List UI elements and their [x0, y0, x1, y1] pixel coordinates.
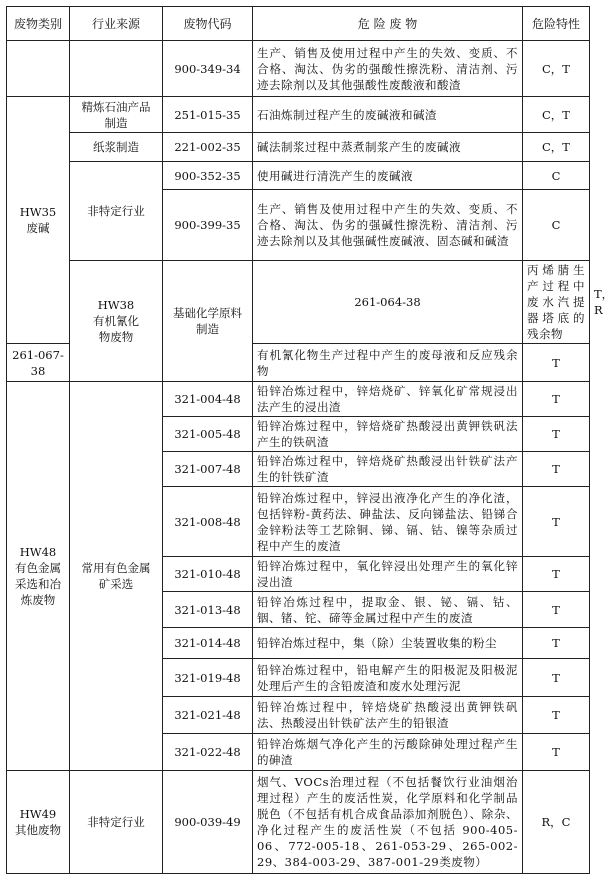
table-row: HW38 有机氰化 物废物 基础化学原料 制造 261-064-38 丙烯腈生产过程中废水汽提器塔底的残余物 T，R [7, 261, 590, 344]
waste-code: 261-067-38 [7, 344, 70, 382]
industry-petroleum [70, 97, 163, 133]
hazard-property: T [523, 557, 590, 592]
waste-code: 321-005-48 [163, 417, 253, 452]
waste-code: 321-013-48 [163, 592, 253, 628]
hazard-property: C，T [523, 97, 590, 133]
waste-description: 铅锌冶炼过程中，锌焙烧矿热酸浸出针铁矿法产生的针铁矿渣 [253, 452, 523, 487]
industry-line: 制造 [104, 115, 128, 130]
hazard-property: T [523, 487, 590, 557]
industry-basic-chemicals [163, 261, 253, 382]
hazard-property: C，T [523, 41, 590, 97]
header-category: 废物类别 [7, 7, 70, 41]
waste-description: 铅锌冶炼过程中，锌浸出液净化产生的净化渣，包括锌粉-黄药法、砷盐法、反向锑盐法、铅锑合金锌粉法等工艺除铜、锑、镉、钴、镍等杂质过程中产生的废渣 [253, 487, 523, 557]
waste-code: 321-019-48 [163, 659, 253, 697]
table-row [7, 162, 590, 190]
waste-description: 石油炼制过程产生的废碱液和碱渣 [253, 97, 523, 133]
waste-code: 900-039-49 [163, 771, 253, 874]
waste-description: 铅锌冶炼过程中，氧化锌浸出处理产生的氧化锌浸出渣 [253, 557, 523, 592]
waste-code: 221-002-35 [163, 133, 253, 162]
table-header-row [7, 7, 590, 41]
category-name: 废碱 [26, 221, 50, 235]
industry-pulp: 纸浆制造 [70, 133, 163, 162]
hazard-property: T [523, 344, 590, 382]
waste-description: 铅锌冶炼过程中，集（除）尘装置收集的粉尘 [253, 628, 523, 659]
category-name: 有色金属 [15, 561, 61, 575]
category-code: HW35 [19, 205, 57, 219]
waste-description: 铅锌冶炼过程中，锌焙烧矿、锌氧化矿常规浸出法产生的浸出渣 [253, 382, 523, 417]
industry-line: 矿采选 [98, 577, 134, 591]
hazard-property: T [523, 659, 590, 697]
waste-description: 生产、销售及使用过程中产生的失效、变质、不合格、淘汰、伪劣的强碱性擦洗粉、清洁剂、污迹去除剂以及其他强碱性废碱液、固态碱和碱渣 [253, 190, 523, 261]
category-cell-empty [7, 41, 70, 97]
hazard-property: T [523, 417, 590, 452]
category-hw38 [70, 261, 163, 382]
waste-code: 321-007-48 [163, 452, 253, 487]
waste-description: 铅锌冶炼烟气净化产生的污酸除砷处理过程产生的砷渣 [253, 734, 523, 771]
category-code: HW48 [19, 545, 57, 559]
waste-code: 321-008-48 [163, 487, 253, 557]
hazard-property: C [523, 190, 590, 261]
waste-code: 251-015-35 [163, 97, 253, 133]
waste-description: 铅锌冶炼过程中，锌焙烧矿热酸浸出黄钾铁矾法、热酸浸出针铁矿法产生的铅银渣 [253, 697, 523, 734]
industry-nonferrous-mining [70, 382, 163, 771]
industry-nonspecific: 非特定行业 [70, 771, 163, 874]
hazardous-waste-table-container [6, 6, 613, 874]
waste-description: 烟气、VOCs治理过程（不包括餐饮行业油烟治理过程）产生的废活性炭，化学原料和化学制品脱色（不包括有机合成食品添加剂脱色）、除杂、净化过程产生的废活性炭（不包括 900-405-06、772-005-18、261-053-29、265-002-29、384-003-29、387-001-29类废物） [253, 771, 523, 874]
waste-code: 321-004-48 [163, 382, 253, 417]
waste-description: 铅锌冶炼过程中，锌焙烧矿热酸浸出黄钾铁矾法产生的铁矾渣 [253, 417, 523, 452]
waste-code: 321-021-48 [163, 697, 253, 734]
waste-description: 生产、销售及使用过程中产生的失效、变质、不合格、淘汰、伪劣的强酸性擦洗粉、清洁剂、污迹去除剂以及其他强酸性废酸液和酸渣 [253, 41, 523, 97]
waste-description: 使用碱进行清洗产生的废碱液 [253, 162, 523, 190]
header-industry: 行业来源 [70, 7, 163, 41]
waste-description: 铅锌冶炼过程中，铅电解产生的阳极泥及阳极泥处理后产生的含铅废渣和废水处理污泥 [253, 659, 523, 697]
category-hw48 [7, 382, 70, 771]
waste-code: 321-010-48 [163, 557, 253, 592]
category-name: 炼废物 [20, 593, 56, 607]
table-row [7, 382, 590, 417]
category-hw35 [7, 97, 70, 344]
waste-code: 900-349-34 [163, 41, 253, 97]
industry-line: 精炼石油产品 [81, 99, 151, 114]
industry-line: 制造 [196, 322, 219, 336]
header-hazard: 危险特性 [523, 7, 590, 41]
hazard-property: T [523, 628, 590, 659]
hazard-property: T [523, 592, 590, 628]
waste-code: 900-399-35 [163, 190, 253, 261]
table-row [7, 133, 590, 162]
hazard-property: C，T [523, 133, 590, 162]
header-code: 废物代码 [163, 7, 253, 41]
industry-nonspecific: 非特定行业 [70, 162, 163, 261]
category-code: HW38 [97, 298, 135, 312]
waste-description: 碱法制浆过程中蒸煮制浆产生的废碱液 [253, 133, 523, 162]
category-name: 采选和冶 [15, 577, 61, 591]
category-name: 其他废物 [15, 823, 61, 837]
waste-description: 有机氰化物生产过程中产生的废母液和反应残余物 [253, 344, 523, 382]
header-waste: 危 险 废 物 [253, 7, 523, 41]
hazard-property: T [523, 734, 590, 771]
category-code: HW49 [19, 807, 57, 821]
hazardous-waste-table [6, 6, 613, 874]
table-row [7, 97, 590, 133]
hazard-property: C [523, 162, 590, 190]
category-name: 有机氰化 [93, 314, 139, 328]
waste-code: 900-352-35 [163, 162, 253, 190]
table-row [7, 41, 590, 97]
waste-code: 321-014-48 [163, 628, 253, 659]
waste-code: 261-064-38 [253, 261, 523, 344]
industry-cell-empty [70, 41, 163, 97]
category-name: 物废物 [98, 330, 134, 344]
hazard-property: R，C [523, 771, 590, 874]
waste-code: 321-022-48 [163, 734, 253, 771]
industry-line: 常用有色金属 [81, 561, 151, 575]
category-hw49 [7, 771, 70, 874]
waste-description: 铅锌冶炼过程中，提取金、银、铋、镉、钴、铟、锗、铊、碲等金属过程中产生的废渣 [253, 592, 523, 628]
hazard-property: T [523, 697, 590, 734]
hazard-property: T [523, 452, 590, 487]
hazard-property: T [523, 382, 590, 417]
waste-description: 丙烯腈生产过程中废水汽提器塔底的残余物 [523, 261, 590, 344]
industry-line: 基础化学原料 [173, 306, 242, 320]
table-row [7, 771, 590, 874]
